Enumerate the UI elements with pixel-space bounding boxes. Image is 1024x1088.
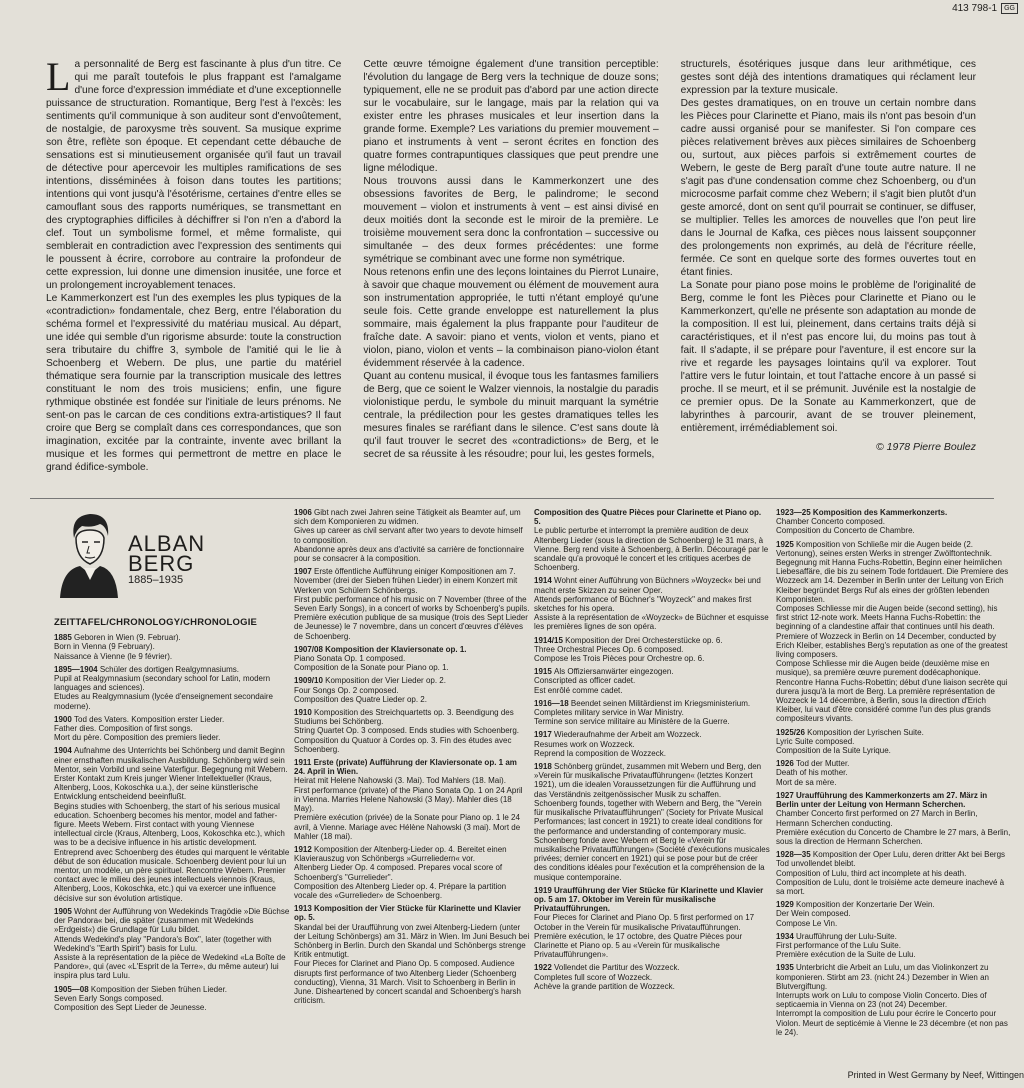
chronology-year: 1907 [294, 567, 315, 577]
chronology-line: Chamber Concerto first performed on 27 March in Berlin, Hermann Scherchen conducting. [776, 809, 978, 828]
chronology-line: Assiste à la représentation de «Woyzeck» de Büchner et esquisse les premières lignes de son opéra. [534, 613, 769, 632]
chronology-line: Four Pieces for Clarinet and Piano Op. 5 composed. Audience disrupts first performance of two Altenberg Lieder (Schoenberg conducting), Vienna, 31 March. Visit to Schoenberg in Berlin in June. Disheartened by concert scandal and Schoenberg's harsh criticism. [294, 959, 522, 1006]
chronology-line: Mort de sa mère. [776, 777, 837, 787]
chronology-year: 1934 [776, 931, 797, 941]
chronology-year: 1916—18 [534, 698, 571, 708]
chronology-section [54, 508, 1014, 1038]
composer-block [54, 508, 290, 604]
chronology-line: Naissance à Vienne (le 9 février). [54, 651, 173, 661]
chronology-line: Tod des Vaters. Komposition erster Lieder. [74, 714, 225, 724]
essay-paragraph: Nous trouvons aussi dans le Kammerkonzert une des obsessions favorites de Berg, le palindrome; le second mouvement – violon et instruments à vent – est ainsi divisé en deux moitiés dont la seconde est le miroir de la première. Le troisième mouvement sera donc la confrontation – successive ou simultanée – des deux formes précédentes: une forme symétrique se combinant avec une forme non symétrique. [363, 176, 659, 265]
chronology-line: Première exécution de la Suite de Lulu. [776, 950, 916, 960]
chronology-line: Aufnahme des Unterrichts bei Schönberg und damit Beginn einer ernsthaften musikalischen Ausbildung. Schönberg wird sein Mentor, sein Vorbild und seine Vaterfigur. Begegnung mit Webern. Erster Kontakt zum Kreis junger Wiener Intellektueller (Kraus, Altenberg, Loos, Kokoschka u.a.), der seine künstlerische Entwicklung entscheidend beeinflußt. [54, 746, 288, 802]
chronology-year: 1922 [534, 963, 555, 973]
chronology-year: 1927 [776, 790, 797, 800]
chronology-line: Composition du Quatuor à Cordes op. 3. Fin des études avec Schoenberg. [294, 735, 512, 754]
chronology-line: Etudes au Realgymnasium (lycée d'enseignement secondaire moderne). [54, 692, 273, 711]
chronology-line: Heirat mit Helene Nahowski (3. Mai). Tod Mahlers (18. Mai). [294, 776, 506, 786]
chronology-year: 1926 [776, 759, 797, 769]
chronology-line: Der Wein composed. [776, 909, 851, 919]
chronology-line: Schoenberg founds, together with Webern and Berg, the "Verein für musikalische Privataufführungen" (Society for Private Musical Performances; last concert in 1921) to create ideal conditions for the performance and understanding of contemporary music. [534, 798, 764, 836]
chronology-entries [54, 633, 290, 1012]
chronology-entry [776, 508, 1012, 536]
chronology-line: Skandal bei der Uraufführung von zwei Altenberg-Liedern (unter der Leitung Schönbergs) am 31. März in Wien. Im Juni Besuch bei Schönberg in Berlin. Durch den Skandal und Schönbergs strenge Kritik entmutigt. [294, 922, 530, 960]
chronology-entries [534, 508, 770, 991]
chronology-line: Composition of Lulu, third act incomplete at his death. [776, 868, 967, 878]
chronology-entries [294, 508, 530, 1005]
chronology-entry [534, 963, 770, 991]
chronology-line: Reprend la composition de Wozzeck. [534, 748, 666, 758]
chronology-year: 1935 [776, 963, 797, 973]
essay-paragraph: Nous retenons enfin une des leçons lointaines du Pierrot Lunaire, à savoir que chaque mouvement ou élément de mouvement aura son instrumentation appropriée, le tutti n'étant employé qu'une seule fois. Cette grande enveloppe est naturellement la plus sommaire, mais également la plus frappante pour l'auditeur de fraîche date. A savoir: piano et vents, violon et vents, piano et violon, piano, violon et vents – la combinaison piano-violon étant évidemment réservée à la cadence. [363, 267, 659, 369]
chronology-line: Wohnt der Aufführung von Wedekinds Tragödie »Die Büchse der Pandora« bei, die später (zusammen mit Wedekinds »Erdgeist«) die Grundlage für Lulu bildet. [54, 906, 290, 935]
chronology-entries [776, 508, 1012, 1037]
chronology-column-2 [294, 508, 530, 1038]
chronology-line: Composition de Lulu, dont le troisième acte demeure inachevé à sa mort. [776, 877, 1005, 896]
chronology-line: First performance of the Lulu Suite. [776, 940, 901, 950]
chronology-line: Uraufführung der Lulu-Suite. [796, 931, 897, 941]
chronology-line: Abandonne après deux ans d'activité sa carrière de fonctionnaire pour se consacrer à la composition. [294, 544, 525, 564]
chronology-line: Father dies. Composition of first songs. [54, 724, 193, 734]
chronology-year: 1885 [54, 633, 75, 643]
essay-column-2 [363, 58, 658, 498]
chronology-year: 1929 [776, 900, 797, 910]
chronology-entry [534, 886, 770, 960]
chronology-entry [776, 900, 1012, 928]
chronology-line: Attends performance of Büchner's "Woyzeck" and makes first sketches for his opera. [534, 594, 752, 614]
chronology-line: Composition des Sept Lieder de Jeunesse. [54, 1002, 207, 1012]
chronology-line: Schüler des dortigen Realgymnasiums. [99, 664, 240, 674]
composer-last-name: BERG [128, 551, 195, 576]
chronology-entry [776, 791, 1012, 846]
chronology-year: 1919 [534, 885, 555, 895]
chronology-line: Interrupts work on Lulu to compose Violin Concerto. Dies of septicaemia in Vienna on 23 (not 24) December. [776, 990, 987, 1010]
chronology-year: 1905 [54, 906, 75, 916]
chronology-entry [54, 665, 290, 711]
chronology-year: 1917 [534, 730, 555, 740]
chronology-headline: Composition des Quatre Pièces pour Clarinette et Piano op. 5. [534, 508, 762, 527]
drop-cap: L [46, 58, 71, 99]
catalog-number: 413 798-1 [952, 3, 998, 14]
chronology-line: Resumes work on Wozzeck. [534, 739, 635, 749]
essay-column-1 [46, 58, 341, 498]
chronology-headline: Erste (private) Aufführung der Klaviersonate op. 1 am 24. April in Wien. [294, 758, 517, 777]
chronology-line: Wohnt einer Aufführung von Büchners »Woyzeck« bei und macht erste Skizzen zu seiner Oper. [534, 576, 761, 595]
composer-first-name: ALBAN [128, 531, 206, 556]
chronology-year: 1925/26 [776, 727, 808, 737]
chronology-entry [294, 676, 530, 704]
chronology-line: Interrompt la composition de Lulu pour écrire le Concerto pour Violon. Meurt de septicémie à Vienne le 23 décembre (et non pas le 24). [776, 1009, 1008, 1037]
chronology-line: Compose les Trois Pièces pour Orchestre op. 6. [534, 654, 705, 664]
chronology-entry [776, 850, 1012, 896]
chronology-entry [294, 508, 530, 563]
chronology-year: 1913 [294, 904, 315, 914]
essay [46, 58, 976, 498]
chronology-line: Born in Vienna (9 February). [54, 642, 155, 652]
chronology-line: First performance (private) of the Piano Sonata Op. 1 on 24 April in Vienna. Marries Helene Nahowski (3 May). Mahler dies (18 May). [294, 785, 523, 814]
chronology-line: Vollendet die Partitur des Wozzeck. [554, 963, 680, 973]
chronology-entry [294, 758, 530, 841]
chronology-year: 1900 [54, 714, 75, 724]
chronology-line: Le public perturbe et interrompt la première audition de deux Altenberg Lieder (sous la direction de Schoenberg) le 31 mars, à Vienne. Berg rend visite à Schoenberg, à Berlin. Découragé par le scandale qu'a provoqué le concert et les critiques acerbes de Schoenberg. [534, 526, 769, 573]
chronology-entry [294, 904, 530, 1005]
chronology-line: Komposition der Oper Lulu, deren dritter Akt bei Bergs Tod unvollendet bleibt. [776, 850, 1006, 869]
chronology-entry [776, 759, 1012, 787]
chronology-line: Komposition der Altenberg-Lieder op. 4. Bereitet einen Klavierauszug von Schönbergs »Gurreliedern« vor. [294, 844, 507, 864]
chronology-line: Gibt nach zwei Jahren seine Tätigkeit als Beamter auf, um sich dem Komponieren zu widmen. [294, 508, 521, 527]
essay-paragraph: Quant au contenu musical, il évoque tous les fantasmes familiers de Berg, que ce soient le Walzer viennois, la nostalgie du paradis violonistique perdu, le symbole du minuit marquant la symétrie centrale, la prédilection pour les gestes dramatiques telles les mesures finales se raréfiant dans le silence. C'est sans doute là qu'il faut trouver le secret des «contradictions» de Berg, et le secret de sa réussite à les résoudre; pour lui, les gestes formels, [363, 371, 659, 460]
essay-paragraph: Des gestes dramatiques, on en trouve un certain nombre dans les Pièces pour Clarinette et Piano, mais ils n'ont pas besoin d'un cadre aussi organisé pour se manifester. Si l'on compare ces pièces relativement brèves aux pièces similaires de Schoenberg ou, surtout, aux pièces parfois si extrêmement courtes de Webern, le geste de Berg paraît d'une toute autre nature. Il ne s'agit pas d'une condensation comme chez Schoenberg, ou d'un microcosme parfait comme chez Webern; il s'agit bien plutôt d'un geste amorcé, dont on sent qu'il pourrait se continuer, se diffuser, se multiplier. Telles les amorces de nouvelles que l'on peut lire dans le Journal de Kafka, ces pièces nous laissent soupçonner des prolongements non exprimés, au delà de l'écriture réelle, fermée. Ce sont en quelque sorte des formes ouvertes tout en étant finies. [680, 98, 976, 278]
chronology-line: Beendet seinen Militärdienst im Kriegsministerium. [570, 698, 751, 708]
composer-name [128, 531, 206, 576]
chronology-line: Erste öffentliche Aufführung einiger Kompositionen am 7. November (drei der Sieben frühen Lieder) in einem Konzert mit Werken von Schülern Schönbergs. [294, 567, 518, 595]
chronology-line: Conscripted as officer cadet. [534, 676, 636, 686]
essay-paragraph: structurels, ésotériques jusque dans leur arithmétique, ces gestes sont déjà des intentions dramatiques qui réclament leur expression par la texture musicale. [680, 59, 976, 96]
chronology-line: Composition de la Suite Lyrique. [776, 746, 891, 756]
chronology-line: Piano Sonata Op. 1 composed. [294, 654, 406, 664]
essay-paragraph: La personnalité de Berg est fascinante à plus d'un titre. Ce qui me paraît toutefois le plus frappant est l'amalgame d'une force d'expression immédiate et d'une exceptionnelle puissance de structuration. Romantique, Berg l'est à l'excès: les sentiments qu'il communique à son auditeur sont d'envoûtement, de nostalgie, de paroxysme très souvent. Sa musique exprime son être, reflète son époque. Et cependant cette débauche de sensations est si minutieusement organisée qu'il faut un travail de détective pour apercevoir les multiples ramifications de ses intentions, disséminées à foison dans toutes les partitions; intentions qui vont jusqu'à l'ésotérisme, certaines d'entre elles se camouflant sous des rapports numériques, se transmettant en des cryptographies difficiles à déchiffrer si l'on n'en a d'abord la clef. Tout un symbolisme formel, et même formaliste, qui semblerait en contradiction avec l'expression des sentiments qui le poussent à écrire, corrobore au contraire la profondeur de cette expression, lui donne une dimension inusitée, une force et un prolongement incroyablement tenaces. [46, 58, 342, 291]
chronology-line: Geboren in Wien (9. Februar). [74, 633, 181, 643]
chronology-line: Als Offiziersanwärter eingezogen. [554, 667, 674, 677]
chronology-line: Begins studies with Schoenberg, the start of his serious musical education. Schoenberg becomes his mentor, model and father-figure. Meets Webern. First contact with young Viennese intellectual circle (Kraus, Altenberg, Loos, Kokoschka etc.), which was to be a decisive influence in his artistic development. [54, 801, 285, 848]
chronology-year: 1911 [294, 758, 314, 768]
chronology-entry [294, 708, 530, 754]
chronology-entry [54, 907, 290, 981]
chronology-line: Completes full score of Wozzeck. [534, 972, 653, 982]
chronology-line: Entreprend avec Schoenberg des études qui marquent le véritable début de son éducation musicale. Schoenberg devient pour lui un mentor, un modèle, un père spirituel. Rencontre Webern. Premier contact avec le milieu des jeunes intellectuels viennois (Kraus, Altenberg, Loos, Kokoschka, etc.) qui va exercer une influence décisive sur son évolution artistique. [54, 847, 290, 903]
chronology-entry [294, 645, 530, 673]
chronology-year: 1905—08 [54, 984, 91, 994]
chronology-line: Four Pieces for Clarinet and Piano Op. 5 first performed on 17 October in the Verein für musikalische Privataufführungen. [534, 913, 755, 932]
chronology-entry [534, 762, 770, 882]
chronology-line: Schoenberg fonde avec Webern et Berg le «Verein für musikalische Privataufführungen» (Société d'exécutions musicales privées; dernier concert en 1921) qui se pose pour but de créer des conditions idéales pour l'exécution et la compréhension de la musique contemporaine. [534, 835, 770, 882]
chronology-line: Termine son service militaire au Ministère de la Guerre. [534, 717, 730, 727]
chronology-line: Mort du père. Composition des premiers lieder. [54, 733, 221, 743]
chronology-year: 1904 [54, 746, 75, 756]
chronology-line: Première exécution du Concerto de Chambre le 27 mars, à Berlin, sous la direction de Hermann Scherchen. [776, 827, 1011, 846]
chronology-column-1 [54, 618, 290, 1038]
chronology-line: Komposition der Sieben frühen Lieder. [90, 984, 228, 994]
essay-paragraph: Cette œuvre témoigne également d'une transition perceptible: l'évolution du langage de Berg vers la technique de douze sons; typiquement, elle ne se produit pas d'abord par une action directe sur le vocabulaire, sur le langage, mais par la relation qui va exister entre les phrases musicales et leur insertion dans la grande forme. Exemple? Les variations du premier mouvement – piano et instruments à vent – seront écrites en fonction des quatre formes contrapuntiques classiques que peut prendre une ligne mélodique. [363, 59, 659, 174]
label-logo: GG [1001, 3, 1018, 14]
chronology-line: Compose Le Vin. [776, 918, 838, 928]
chronology-line: Tod der Mutter. [796, 759, 850, 769]
chronology-line: Attends Wedekind's play "Pandora's Box", later (together with Wedekind's "Earth Spirit") basis for Lulu. [54, 934, 272, 953]
chronology-line: Altenberg Lieder Op. 4 composed. Prepares vocal score of Schoenberg's "Gurrelieder". [294, 863, 503, 882]
chronology-line: Composition du Concerto de Chambre. [776, 526, 915, 536]
chronology-year: 1928—35 [776, 850, 813, 860]
chronology-line: Composes Schliesse mir die Augen beide (second setting), his first strict 12-note work. Meets Hanna Fuchs-Robettin: the beginning of a clandestine affair that continues until his death. Premiere of Wozzeck in Berlin on 14 December, conducted by Erich Kleiber, establishes Berg's reputation as one of the greatest living composers. [776, 604, 1008, 660]
chronology-line: Komposition der Vier Lieder op. 2. [325, 676, 446, 686]
chronology-line: Assiste à la représentation de la pièce de Wedekind «La Boîte de Pandore», qui (avec «L'Esprit de la Terre», du même auteur) lui inspira plus tard Lulu. [54, 952, 286, 981]
chronology-line: Compose Schliesse mir die Augen beide (deuxième mise en musique), sa première œuvre purement dodécaphonique. Rencontre Hanna Fuchs-Robettin; début d'une liaison secrète qui durera jusqu'à la mort de Berg. La première représentation de Wozzeck le 14 décembre, à Berlin, sous la direction d'Erich Kleiber, lui vaut d'être considéré comme l'un des plus grands compositeurs vivants. [776, 659, 1008, 724]
chronology-line: Gives up career as civil servant after two years to devote himself to composition. [294, 526, 523, 545]
chronology-line: Death of his mother. [776, 768, 848, 778]
chronology-headline: Komposition der Klaviersonate op. 1. [325, 644, 467, 654]
chronology-line: Komposition der Lyrischen Suite. [807, 727, 924, 737]
chronology-line: First public performance of his music on 7 November (three of the Seven Early Songs), in a concert of works by Schoenberg's pupils. [294, 594, 530, 614]
chronology-line: Three Orchestral Pieces Op. 6 composed. [534, 644, 684, 654]
printed-credit: Printed in West Germany by Neef, Wittingen [847, 1070, 1024, 1080]
chronology-year: 1906 [294, 508, 315, 517]
essay-paragraph: La Sonate pour piano pose moins le problème de l'originalité de Berg, comme le font les Pièces pour Clarinette et Piano ou le Kammerkonzert, qu'elle ne présente son adaptation au monde de la composition. Il est lui, pleinement, dans certains traits déjà si caractéristiques, et il n'est pas encore lui, du moins pas tout à fait. Il s'adapte, il se prépare pour l'aventure, il est encore sur la rive et regarde les paysages lointains qu'il va explorer. Tout l'attire vers le futur lointain, et tout l'attache encore à un passé si proche. Il se meurt, et il se prémunit. Juvénile est la nostalgie de ce premier opus. De la Sonate au Kammerkonzert, que de labyrinthes à parcourir, avant de se trouver pleinement, entièrement, irrémédiablement soi. [680, 280, 976, 434]
composer-portrait [56, 508, 120, 598]
chronology-entry [534, 636, 770, 664]
chronology-year: 1915 [534, 667, 555, 677]
chronology-entry [294, 845, 530, 900]
chronology-line: Four Songs Op. 2 composed. [294, 685, 399, 695]
chronology-line: Pupil at Realgymnasium (secondary school for Latin, modern languages and sciences). [54, 674, 271, 693]
chronology-year: 1907/08 [294, 644, 326, 654]
chronology-year: 1914 [534, 576, 555, 586]
chronology-entry [776, 728, 1012, 756]
chronology-line: Komposition der Drei Orchesterstücke op. 6. [565, 635, 723, 645]
chronology-line: Composition des Quatre Lieder op. 2. [294, 694, 427, 704]
chronology-year: 1914/15 [534, 635, 566, 645]
chronology-headline: Uraufführung der Vier Stücke für Klarinette und Klavier op. 5 am 17. Oktober im Verein für musikalische Privataufführungen. [534, 885, 764, 914]
chronology-headline: Komposition des Kammerkonzerts. [812, 508, 948, 517]
chronology-line: Schönberg gründet, zusammen mit Webern und Berg, den »Verein für musikalische Privataufführungen« (letztes Konzert 1921), um die idealen Voraussetzungen für die Aufführung und das Verständnis zeitgenössischer Musik zu schaffen. [534, 762, 762, 799]
chronology-entry [54, 746, 290, 902]
chronology-entry [54, 985, 290, 1013]
chronology-entry [54, 633, 290, 661]
chronology-line: Komposition der Konzertarie Der Wein. [796, 900, 935, 910]
chronology-line: Unterbricht die Arbeit an Lulu, um das Violinkonzert zu komponieren. Stirbt am 23. (nicht 24.) Dezember in Wien an Blutvergiftung. [776, 963, 989, 991]
chronology-entry [776, 540, 1012, 724]
chronology-line: Seven Early Songs composed. [54, 993, 164, 1003]
chronology-year: 1912 [294, 844, 315, 854]
chronology-year: 1910 [294, 708, 315, 718]
chronology-line: Composition des Altenberg Lieder op. 4. Prépare la partition vocale des «Gurrelieder» de Schoenberg. [294, 881, 507, 900]
chronology-entry [534, 699, 770, 727]
chronology-entry [776, 932, 1012, 960]
chronology-entry [534, 576, 770, 631]
chronology-line: Komposition des Streichquartetts op. 3. Beendigung des Studiums bei Schönberg. [294, 708, 514, 727]
chronology-line: Chamber Concerto composed. [776, 517, 885, 527]
chronology-line: Lyric Suite composed. [776, 736, 855, 746]
chronology-line: Est enrôlé comme cadet. [534, 685, 623, 695]
catalog-header [952, 3, 1018, 14]
chronology-year: 1923—25 [776, 508, 813, 517]
chronology-line: Première exécution, le 17 octobre, des Quatre Pièces pour Clarinette et Piano op. 5 au «Verein für musikalische Privataufführungen». [534, 931, 743, 960]
chronology-year: 1895—1904 [54, 664, 100, 674]
chronology-entry [534, 508, 770, 572]
chronology-year: 1925 [776, 539, 797, 549]
chronology-column-3 [534, 508, 770, 1038]
chronology-year: 1918 [534, 762, 555, 772]
chronology-line: Première exécution publique de sa musique (trois des Sept Lieder de Jeunesse) le 7 novembre, dans un concert d'œuvres d'élèves de Schoenberg. [294, 613, 528, 641]
chronology-line: String Quartet Op. 3 composed. Ends studies with Schoenberg. [294, 726, 520, 736]
chronology-entry [534, 730, 770, 758]
chronology-line: Première exécution (privée) de la Sonate pour Piano op. 1 le 24 avril, à Vienne. Mariage avec Hélène Nahowski (3 mai). Mort de Mahler (18 mai). [294, 813, 521, 841]
chronology-year: 1909/10 [294, 676, 326, 686]
chronology-entry [776, 963, 1012, 1037]
chronology-headline: Uraufführung des Kammerkonzerts am 27. März in Berlin unter der Leitung von Hermann Scherchen. [776, 790, 988, 810]
essay-paragraph: Le Kammerkonzert est l'un des exemples les plus typiques de la «contradiction» fondamentale, chez Berg, entre l'élaboration du schéma formel et l'expressivité du matériau musical. Au départ, une idée qui semble d'un rigorisme absurde: toute la construction sera tributaire du chiffre 3, symbole de l'amitié qui le lie à Schoenberg et Webern. De plus, une partie du matériel thématique sera fournie par la transcription musicale des lettres constituant le nom des trois musiciens; enfin, une figure rythmique obstinée est fondée sur l'initiale de leurs prénoms. Ne sent-on pas le carcan de ces conditions extra-artistiques? Il faut croire que Berg se complaît dans ces correspondances, que son imagination, excitée par la contrainte, invente avec brillant la musique et les formes qui permettront de mettre en place le grand édifice-symbole. [46, 293, 342, 473]
chronology-line: Komposition von Schließe mir die Augen beide (2. Vertonung), seines ersten Werks in strenger Zwölftontechnik. Begegnung mit Hanna Fuchs-Robettin, Beginn einer heimlichen Liebesaffäre, die bis zu seinem Tode fortdauert. Die Premiere des Wozzeck am 14. Dezember in Berlin unter der Leitung von Erich Kleiber begründet Bergs Ruf als eines der größten lebenden Komponisten. [776, 539, 1009, 604]
chronology-headline: Komposition der Vier Stücke für Klarinette und Klavier op. 5. [294, 904, 522, 923]
composer-dates: 1885–1935 [128, 574, 184, 586]
chronology-line: Composition de la Sonate pour Piano op. 1. [294, 663, 449, 673]
chronology-entry [54, 715, 290, 743]
chronology-heading: ZEITTAFEL/CHRONOLOGY/CHRONOLOGIE [54, 618, 258, 628]
essay-column-3 [681, 58, 976, 498]
copyright-line: © 1978 Pierre Boulez [876, 441, 976, 453]
chronology-entry [294, 567, 530, 641]
section-divider [30, 498, 994, 499]
chronology-line: Wiederaufnahme der Arbeit am Wozzeck. [554, 730, 702, 740]
chronology-entry [534, 667, 770, 695]
chronology-line: Completes military service in War Ministry. [534, 708, 684, 718]
chronology-line: Achève la grande partition de Wozzeck. [534, 981, 675, 991]
chronology-column-4 [776, 508, 1012, 1038]
